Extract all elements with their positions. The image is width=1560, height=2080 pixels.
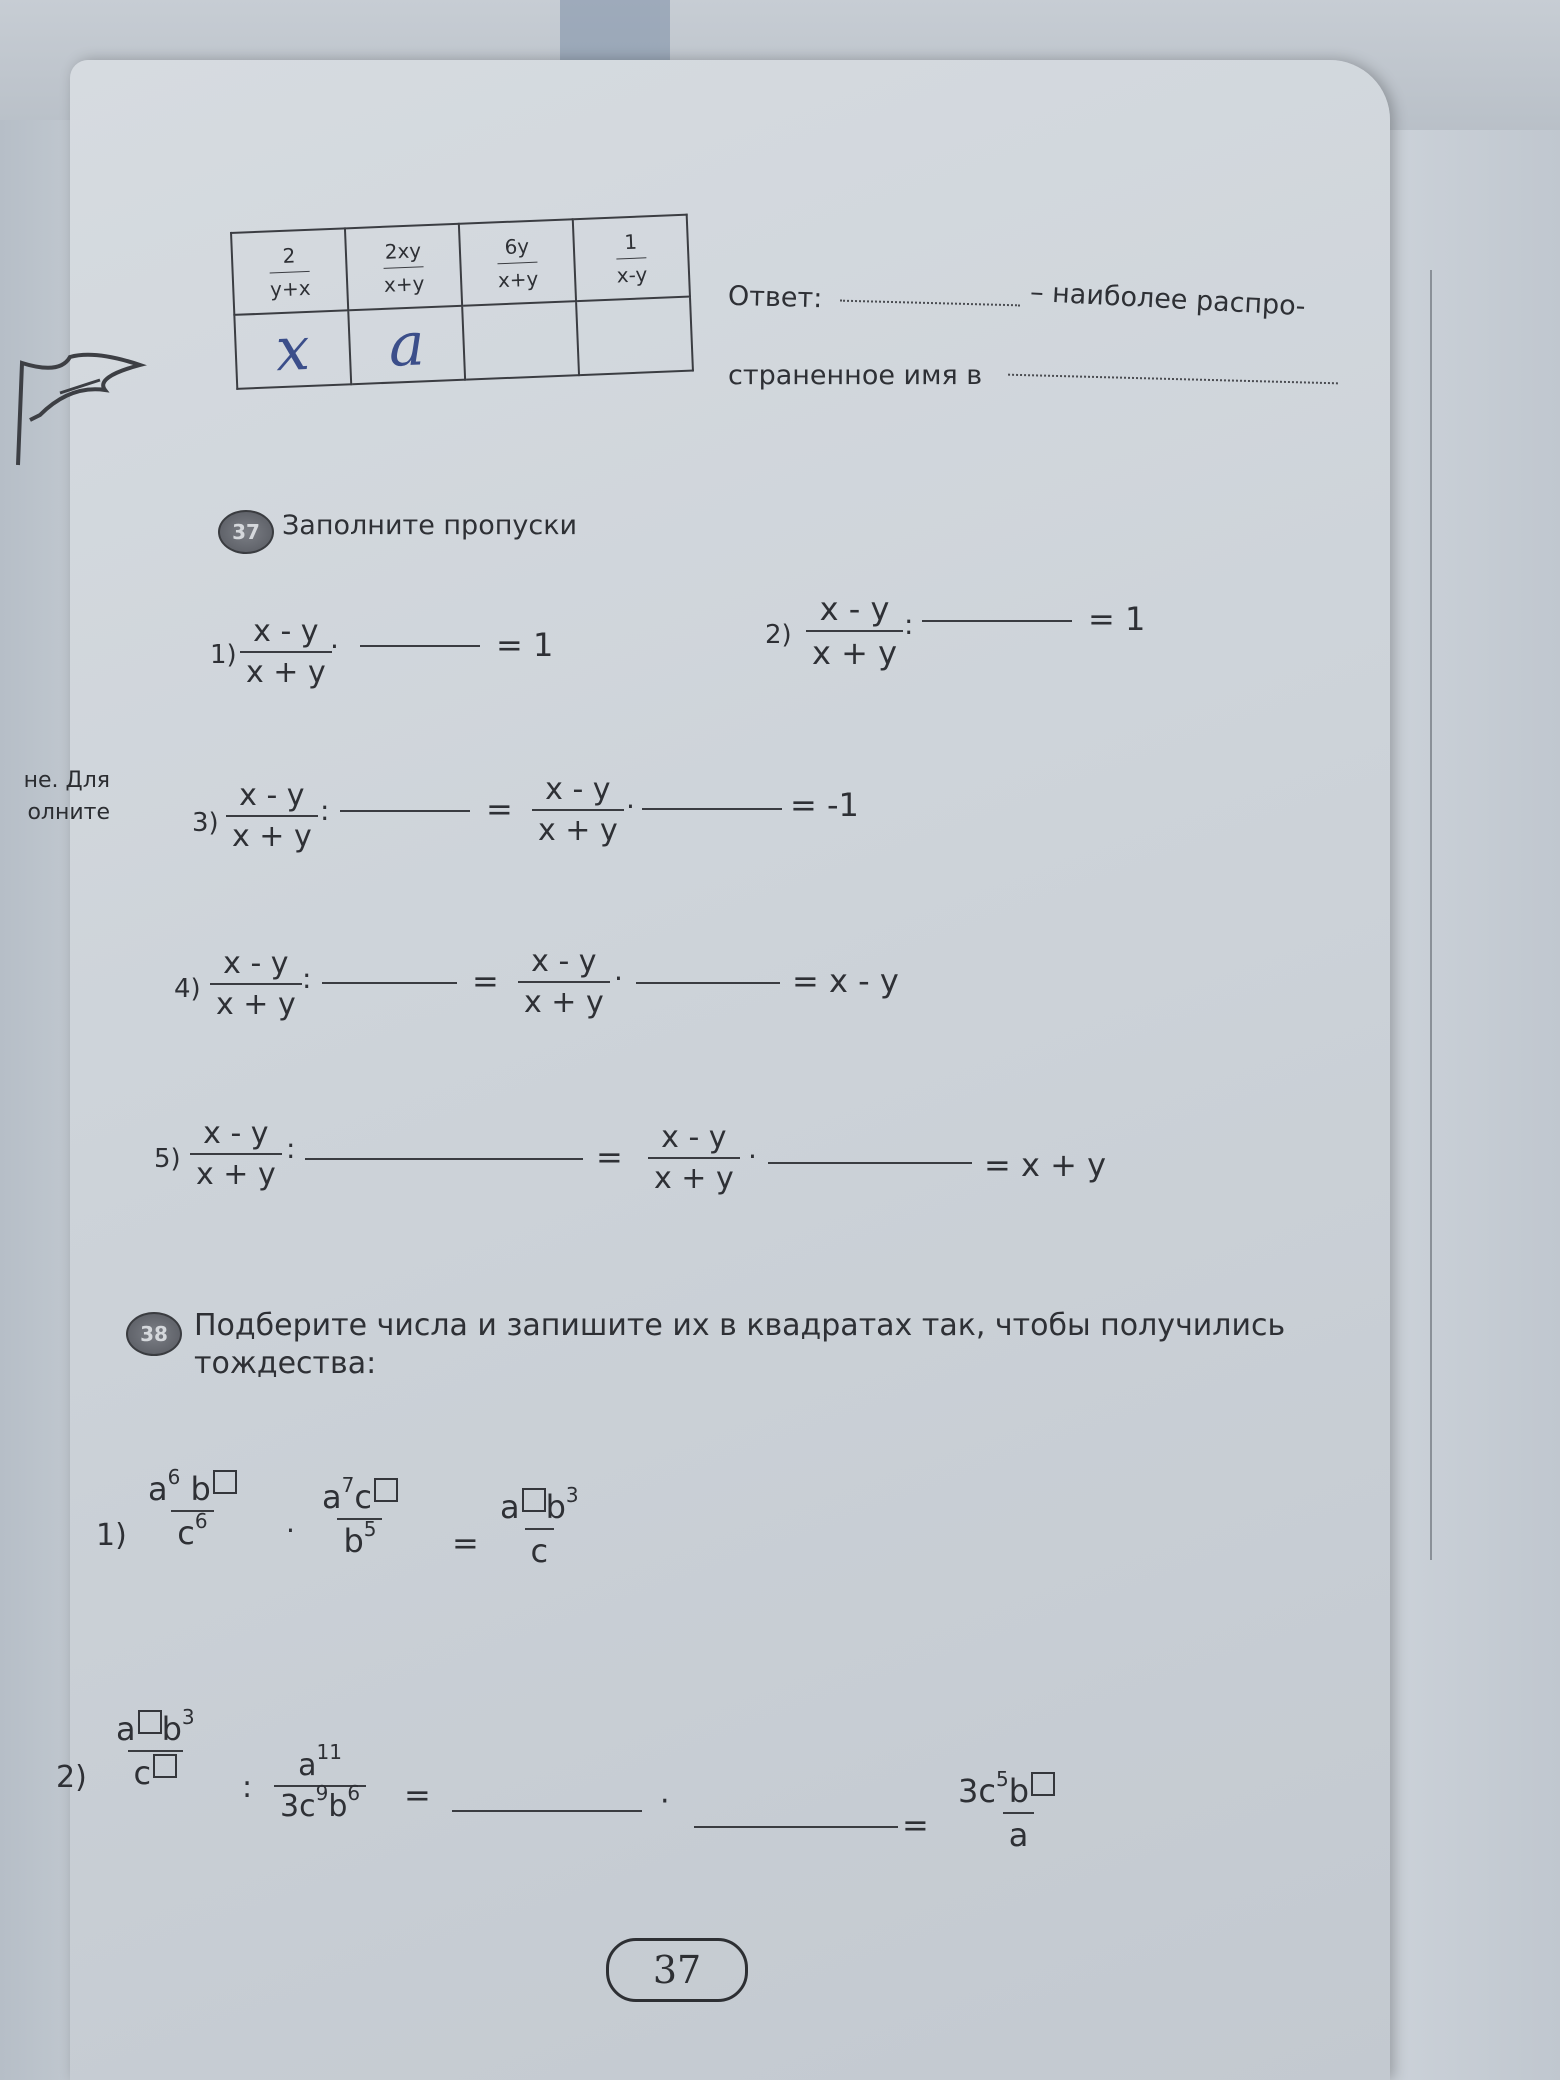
operator: · <box>748 1140 757 1173</box>
fill-blank[interactable] <box>768 1162 972 1164</box>
fill-blank[interactable] <box>305 1158 583 1160</box>
fraction-numerator: 1 <box>623 229 638 254</box>
left-page-line-2: олните <box>27 800 110 825</box>
result: = x - y <box>792 962 899 1000</box>
fill-blank[interactable] <box>636 982 780 984</box>
fraction-denominator: x + y <box>226 815 318 854</box>
table-cell <box>345 224 462 311</box>
item-number: 2) <box>765 620 792 650</box>
task2-title-line-1: Подберите числа и запишите их в квадратах так, чтобы получились <box>194 1308 1286 1343</box>
fill-blank[interactable] <box>922 620 1072 622</box>
equals: = <box>902 1806 929 1844</box>
fraction-numerator: 6y <box>504 233 530 259</box>
result: = -1 <box>790 786 859 824</box>
fraction <box>142 1465 243 1552</box>
answer-square[interactable] <box>374 1478 398 1502</box>
table-cell <box>459 219 576 306</box>
base: a <box>116 1710 136 1748</box>
operator: : <box>286 1132 296 1165</box>
exponent: 11 <box>316 1740 342 1764</box>
fraction-numerator <box>110 1705 201 1750</box>
base: a <box>298 1748 317 1783</box>
fraction-denominator: y+x <box>269 270 311 301</box>
fraction <box>274 1740 366 1824</box>
fraction-numerator <box>292 1740 348 1785</box>
operator: · <box>660 1784 670 1819</box>
table-fraction <box>615 229 648 287</box>
answer-square[interactable] <box>213 1470 237 1494</box>
fraction-numerator: x - y <box>223 946 289 981</box>
fraction <box>240 614 332 690</box>
operator: · <box>626 790 635 823</box>
fraction <box>210 946 302 1022</box>
fraction-numerator <box>952 1767 1085 1812</box>
answer-tail: – наиболее распро- <box>1029 276 1307 323</box>
fraction-denominator <box>171 1510 213 1552</box>
fraction <box>648 1120 740 1196</box>
fraction-denominator <box>128 1750 184 1792</box>
item-number: 3) <box>192 808 219 838</box>
operator: · <box>330 630 339 663</box>
base: a <box>500 1488 520 1526</box>
equals: = <box>596 1138 623 1176</box>
fraction-numerator: x - y <box>545 772 611 807</box>
fraction <box>110 1705 201 1792</box>
fraction-numerator <box>142 1465 243 1510</box>
answer-label: Ответ: <box>727 280 823 315</box>
answer-square[interactable] <box>522 1488 546 1512</box>
fraction-numerator: x - y <box>819 590 890 628</box>
answer-square[interactable] <box>153 1754 177 1778</box>
base: c <box>133 1754 152 1792</box>
fraction-denominator: x + y <box>240 651 332 690</box>
fraction-denominator: x-y <box>616 257 648 287</box>
fraction <box>190 1116 282 1192</box>
fraction-denominator: a <box>1003 1812 1035 1854</box>
flag-doodle-icon <box>0 345 150 475</box>
item-number: 4) <box>174 974 201 1004</box>
base: c <box>354 1478 372 1516</box>
result: = 1 <box>496 626 554 664</box>
exponent: 9 <box>315 1781 329 1805</box>
fraction-denominator: x + y <box>518 981 610 1020</box>
left-page-line-1: не. Для <box>23 768 110 793</box>
fraction <box>806 590 903 672</box>
equals: = <box>472 962 499 1000</box>
task1-title: Заполните пропуски <box>282 510 578 541</box>
task-number-badge: 38 <box>126 1312 182 1356</box>
fraction-denominator: x + y <box>806 630 903 672</box>
result: = 1 <box>1088 600 1146 638</box>
operator: · <box>614 962 623 995</box>
exponent: 6 <box>167 1465 181 1489</box>
equals: = <box>404 1776 431 1814</box>
answer-cell[interactable] <box>462 301 579 380</box>
exponent: 6 <box>194 1509 208 1533</box>
answer-line-2: страненное имя в <box>728 360 983 391</box>
base: b <box>545 1488 566 1526</box>
item-number: 5) <box>154 1144 181 1174</box>
fraction-numerator: x - y <box>239 778 305 813</box>
page-number: 37 <box>606 1938 748 2002</box>
fraction <box>316 1473 404 1560</box>
answer-cell[interactable] <box>576 297 693 376</box>
fraction-denominator: x+y <box>497 261 539 292</box>
answer-square[interactable] <box>1031 1772 1055 1796</box>
fraction-denominator: x + y <box>648 1157 740 1196</box>
base: b <box>328 1789 348 1824</box>
table-fraction <box>268 242 311 301</box>
item-number: 2) <box>56 1760 87 1795</box>
base: b <box>343 1522 364 1560</box>
fraction-denominator: x + y <box>190 1153 282 1192</box>
fraction-denominator <box>274 1781 366 1824</box>
exponent: 6 <box>347 1781 361 1805</box>
result: = x + y <box>984 1146 1107 1184</box>
answer-cell[interactable]: x <box>234 310 351 389</box>
fraction-denominator <box>337 1518 382 1560</box>
operator: : <box>904 608 914 641</box>
table-cell <box>231 228 348 315</box>
base: a <box>148 1470 168 1508</box>
base: b <box>190 1470 211 1508</box>
table-cell <box>573 215 690 302</box>
fraction-numerator: 2xy <box>384 237 422 264</box>
fraction-denominator: x + y <box>532 809 624 848</box>
fill-blank[interactable] <box>340 810 470 812</box>
operator: · <box>286 1514 295 1547</box>
table-fraction <box>382 238 425 297</box>
fraction <box>494 1483 585 1570</box>
task2-title-line-2: тождества: <box>194 1346 377 1381</box>
exponent: 3 <box>565 1483 579 1507</box>
left-page-text <box>0 765 110 829</box>
base: 3c <box>280 1789 316 1824</box>
fraction-denominator: x + y <box>210 983 302 1022</box>
fraction-numerator: x - y <box>531 944 597 979</box>
answer-square[interactable] <box>138 1710 162 1734</box>
variant-table <box>230 214 694 390</box>
operator: : <box>302 962 312 995</box>
fraction-numerator <box>494 1483 585 1528</box>
fill-blank[interactable] <box>322 982 457 984</box>
equals: = <box>452 1524 479 1562</box>
fill-blank[interactable] <box>642 808 782 810</box>
fraction-numerator: 2 <box>282 242 296 268</box>
fill-blank[interactable] <box>694 1826 898 1828</box>
base: c <box>177 1514 195 1552</box>
table-fraction <box>496 233 539 292</box>
task-number-badge: 37 <box>218 510 274 554</box>
fraction-denominator: c <box>525 1528 555 1570</box>
page-margin-rule <box>1430 270 1432 1560</box>
fraction-numerator <box>316 1473 404 1518</box>
fraction <box>952 1767 1085 1854</box>
base: 3c <box>958 1772 996 1810</box>
fill-blank[interactable] <box>452 1810 642 1812</box>
item-number: 1) <box>96 1518 127 1553</box>
fraction <box>532 772 624 848</box>
base: b <box>161 1710 182 1748</box>
exponent: 3 <box>181 1705 195 1729</box>
fraction-numerator: x - y <box>253 614 319 649</box>
fraction-denominator: x+y <box>383 266 425 297</box>
operator: : <box>242 1770 253 1805</box>
fraction-numerator: x - y <box>661 1120 727 1155</box>
fraction-numerator: x - y <box>203 1116 269 1151</box>
fraction <box>518 944 610 1020</box>
fill-blank[interactable] <box>360 645 480 647</box>
exponent: 5 <box>363 1517 377 1541</box>
operator: : <box>320 794 330 827</box>
exponent: 5 <box>995 1767 1009 1791</box>
base: b <box>1008 1772 1029 1810</box>
equals: = <box>486 790 513 828</box>
item-number: 1) <box>210 640 237 670</box>
exponent: 7 <box>341 1473 355 1497</box>
answer-cell[interactable]: a <box>348 306 465 385</box>
fraction <box>226 778 318 854</box>
base: a <box>322 1478 342 1516</box>
